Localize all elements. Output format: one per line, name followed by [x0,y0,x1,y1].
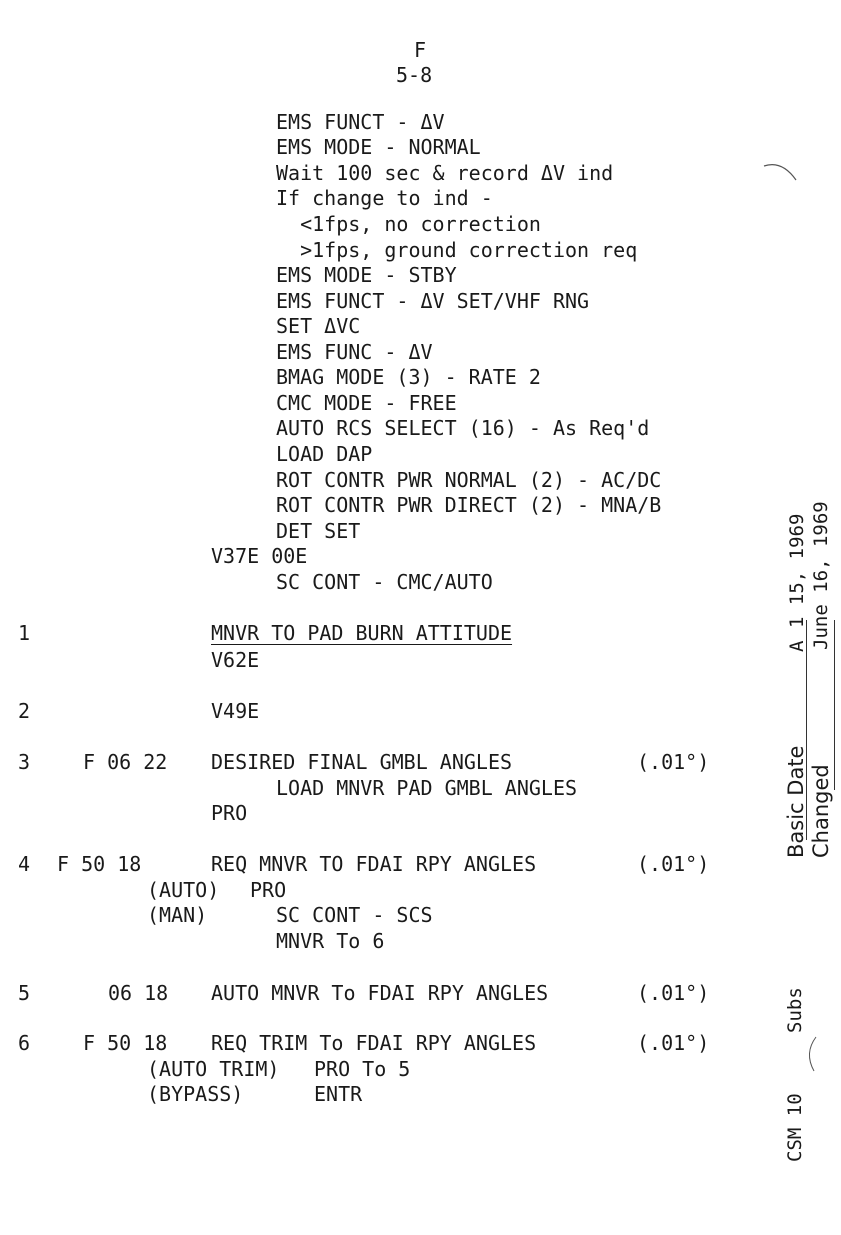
procedure-line: BMAG MODE (3) - RATE 2 [276,365,541,389]
procedure-line: <1fps, no correction [276,212,541,236]
dsky-code: F 06 22 [83,750,168,774]
step-text: REQ TRIM To FDAI RPY ANGLES [211,1031,537,1055]
procedure-line: SET ΔVC [276,314,361,338]
step-verb: V49E [211,699,260,723]
step-number: 5 [18,981,31,1005]
step-verb: V62E [211,648,260,672]
step-number: 4 [18,852,31,876]
basic-date-prefix: A [786,640,808,652]
procedure-line: If change to ind - [276,186,493,210]
changed-date-rule [834,620,835,790]
procedure-line: LOAD DAP [276,442,373,466]
margin-curve-mark [762,158,802,188]
basic-date-value: 1 15, 1969 [786,513,808,628]
procedure-line: CMC MODE - FREE [276,391,457,415]
procedure-line: EMS MODE - NORMAL [276,135,481,159]
step-number: 3 [18,750,31,774]
section-letter: F [414,38,427,62]
dsky-code: F 50 18 [57,852,142,876]
step-title: MNVR TO PAD BURN ATTITUDE [211,621,513,645]
option-action: PRO To 5 [314,1057,411,1081]
units: (.01°) [637,750,710,774]
step-text: REQ MNVR TO FDAI RPY ANGLES [211,852,537,876]
option-label: (BYPASS) [147,1082,244,1106]
margin-curve-mark [800,1035,820,1075]
procedure-line: Wait 100 sec & record ΔV ind [276,161,614,185]
procedure-line: DET SET [276,519,361,543]
option-label: (AUTO) [147,878,220,902]
basic-date-rule [806,620,807,840]
page-number: 5-8 [396,63,433,87]
step-subline: LOAD MNVR PAD GMBL ANGLES [276,776,578,800]
procedure-line: EMS FUNCT - ΔV SET/VHF RNG [276,289,590,313]
option-label: (AUTO TRIM) [147,1057,280,1081]
units: (.01°) [637,981,710,1005]
document-id: CSM 10 [784,1093,806,1162]
procedure-line: EMS FUNCT - ΔV [276,110,445,134]
basic-date-label: Basic Date [784,745,808,858]
option-action: ENTR [314,1082,363,1106]
step-number: 1 [18,621,31,645]
procedure-line: ROT CONTR PWR DIRECT (2) - MNA/B [276,493,662,517]
option-action: MNVR To 6 [276,929,385,953]
subs-label: Subs [784,987,806,1033]
units: (.01°) [637,1031,710,1055]
option-label: (MAN) [147,903,208,927]
step-action: PRO [211,801,248,825]
v37-verb: V37E 00E [211,544,308,568]
option-action: PRO [250,878,287,902]
option-action: SC CONT - SCS [276,903,433,927]
dsky-code: 06 18 [108,981,169,1005]
step-number: 2 [18,699,31,723]
changed-date-value: June 16, 1969 [810,501,832,650]
step-text: AUTO MNVR To FDAI RPY ANGLES [211,981,549,1005]
sc-cont-line: SC CONT - CMC/AUTO [276,570,493,594]
procedure-line: EMS MODE - STBY [276,263,457,287]
procedure-line: AUTO RCS SELECT (16) - As Req'd [276,416,650,440]
dsky-code: F 50 18 [83,1031,168,1055]
units: (.01°) [637,852,710,876]
changed-label: Changed [809,764,833,858]
procedure-line: EMS FUNC - ΔV [276,340,433,364]
procedure-line: ROT CONTR PWR NORMAL (2) - AC/DC [276,468,662,492]
step-text: DESIRED FINAL GMBL ANGLES [211,750,513,774]
step-number: 6 [18,1031,31,1055]
procedure-line: >1fps, ground correction req [276,238,638,262]
